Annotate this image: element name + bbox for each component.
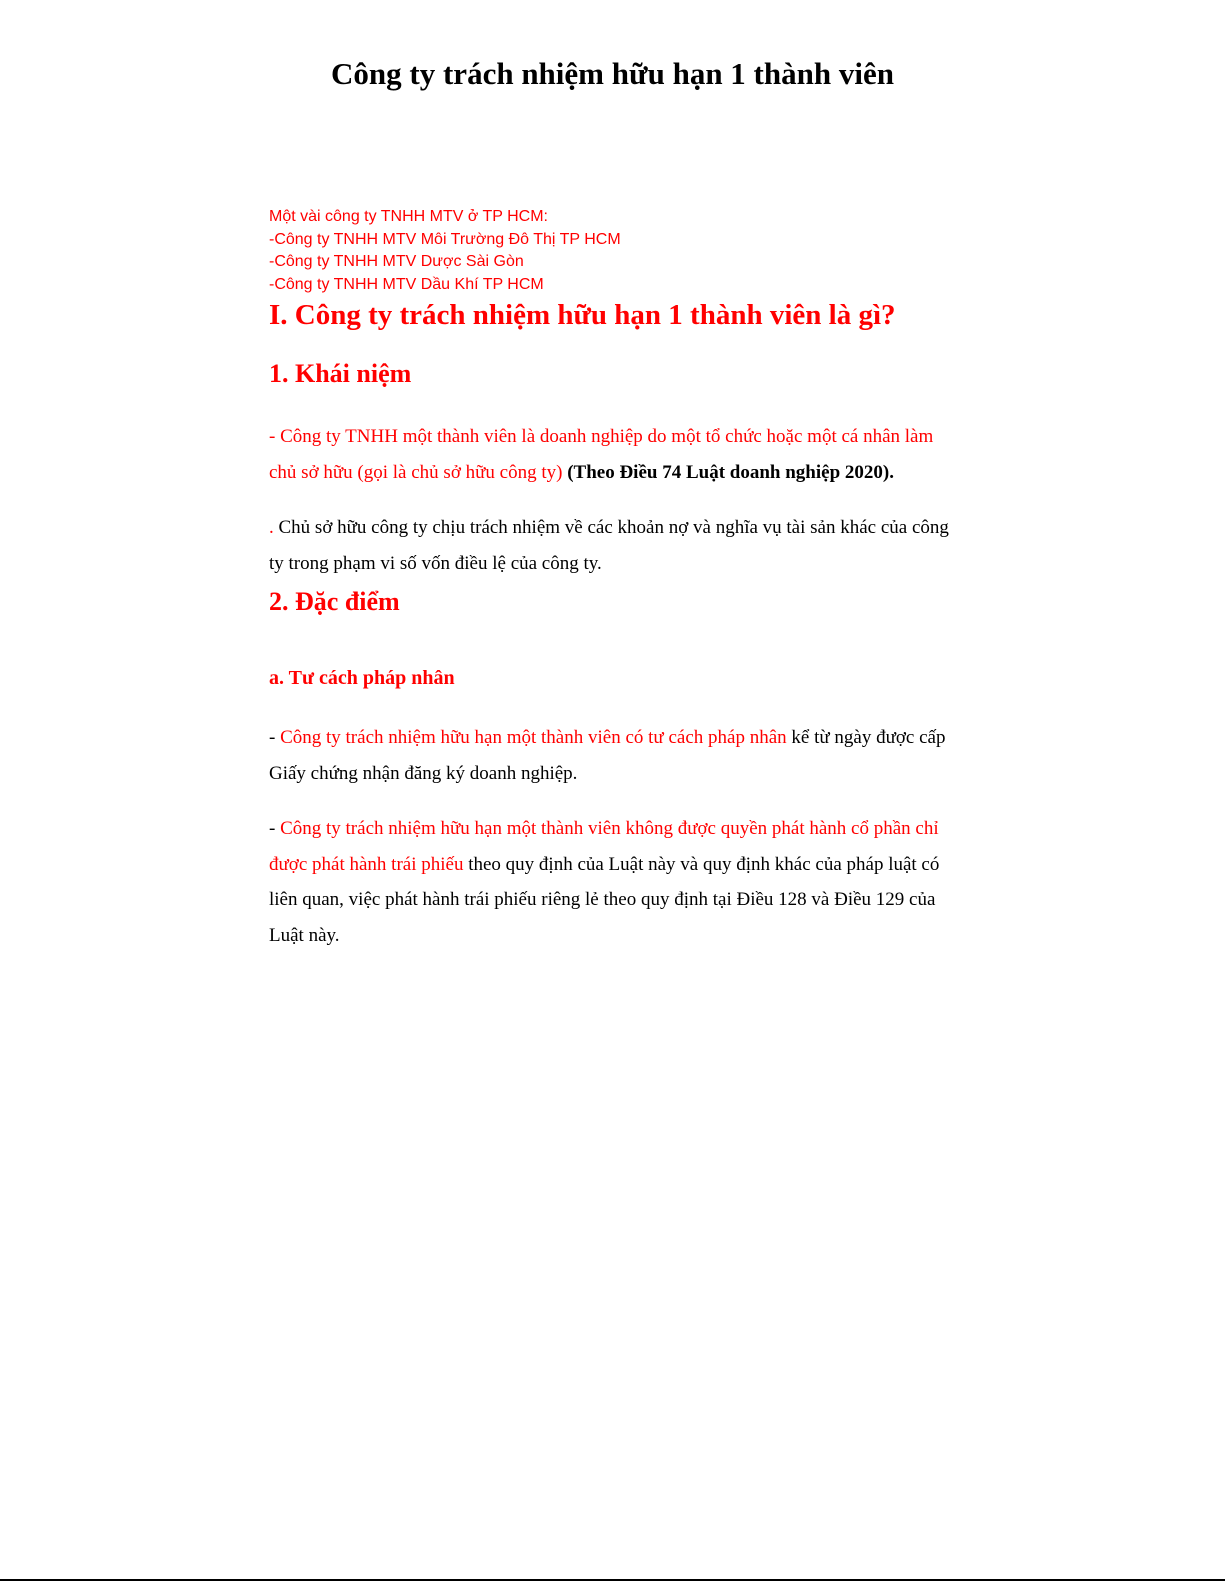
company-list-heading: Một vài công ty TNHH MTV ở TP HCM: [269, 208, 548, 225]
legal-reference: (Theo Điều 74 Luật doanh nghiệp 2020). [567, 461, 894, 483]
legal-entity-statement: Công ty trách nhiệm hữu hạn một thành viên có tư cách pháp nhân [280, 727, 787, 748]
company-list-item: -Công ty TNHH MTV Dầu Khí TP HCM [269, 275, 544, 293]
company-list-item: -Công ty TNHH MTV Dược Sài Gòn [269, 253, 524, 270]
share-issuance-detail: theo quy định của Luật này và quy định khác của pháp luật có liên quan, việc phát hành trái phiếu riêng lẻ theo quy định tại Điều 128 và Điều 129 của Luật này. [269, 853, 940, 946]
company-list [269, 206, 959, 296]
bullet-dash: - [269, 727, 276, 748]
owner-liability-text: Chủ sở hữu công ty chịu trách nhiệm về các khoản nợ và nghĩa vụ tài sản khác của công ty trong phạm vi số vốn điều lệ của công ty. [269, 517, 949, 574]
document-body [269, 206, 959, 953]
features-heading: 2. Đặc điểm [269, 587, 400, 616]
concept-paragraph-2 [269, 510, 959, 581]
page-bottom-border [0, 1579, 1225, 1581]
bullet-dash: - [269, 818, 276, 839]
legal-entity-paragraph-1 [269, 720, 959, 791]
concept-heading: 1. Khái niệm [269, 359, 412, 388]
share-issuance-statement: Công ty trách nhiệm hữu hạn một thành viên không được quyền phát hành cổ phần chỉ được phát hành trái phiếu [269, 818, 939, 875]
section-heading-1: I. Công ty trách nhiệm hữu hạn 1 thành viên là gì? [269, 299, 896, 331]
concept-definition: - Công ty TNHH một thành viên là doanh nghiệp do một tổ chức hoặc một cá nhân làm chủ sở hữu (gọi là chủ sở hữu công ty) [269, 426, 934, 483]
concept-paragraph-1 [269, 419, 959, 490]
legal-entity-heading: a. Tư cách pháp nhân [269, 667, 455, 689]
legal-entity-detail: kể từ ngày được cấp Giấy chứng nhận đăng ký doanh nghiệp. [269, 727, 946, 784]
bullet-marker: . [269, 517, 274, 538]
page-title: Công ty trách nhiệm hữu hạn 1 thành viên [331, 56, 894, 91]
legal-entity-paragraph-2 [269, 811, 959, 953]
company-list-item: -Công ty TNHH MTV Môi Trường Đô Thị TP HCM [269, 230, 621, 248]
